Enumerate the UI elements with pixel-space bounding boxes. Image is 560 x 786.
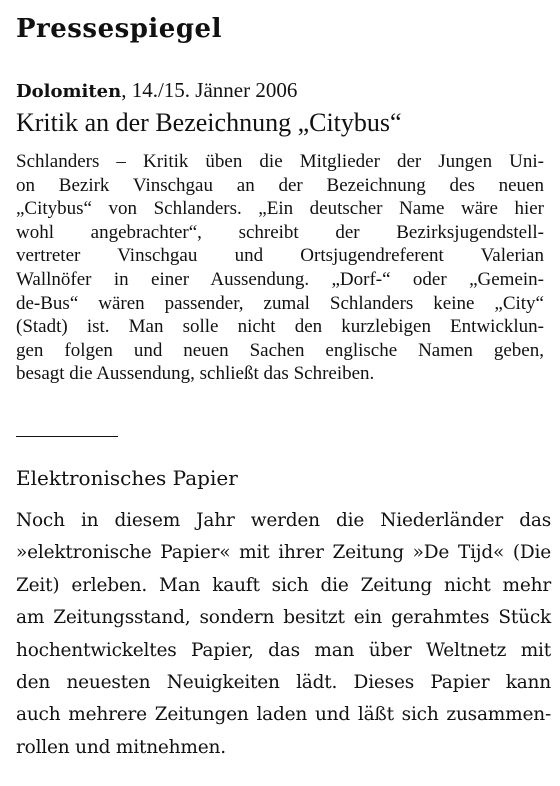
section-line: rollen und mitnehmen. [16,736,226,758]
page-heading: Pressespiegel [16,14,222,44]
article-line: besagt die Aussendung, schließt das Schreiben. [16,363,375,385]
article-line: (Stadt) ist. Man solle nicht den kurzlebigen Entwicklun- [16,316,544,338]
article-line: Wallnöfer in einer Aussendung. „Dorf-“ oder „Gemein- [16,268,544,290]
article-line: wohl angebrachter“, schreibt der Bezirksjugendstell- [16,221,544,243]
article-line: on Bezirk Vinschgau an der Bezeichnung des neuen [16,174,544,196]
article-line: „Citybus“ von Schlanders. „Ein deutscher Name wäre hier [16,198,544,220]
section-divider [16,436,118,437]
section-line: »elektronische Papier« mit ihrer Zeitung »De Tijd« (Die [16,542,551,564]
newspaper-name: Dolomiten [16,81,122,102]
section-line: Zeit) erleben. Man kauft sich die Zeitung nicht mehr [16,574,551,596]
article-date: , 14./15. Jänner 2006 [121,78,298,102]
section-line: den neuesten Neuigkeiten lädt. Dieses Papier kann [16,672,551,694]
article-body [16,150,544,386]
article-line: Schlanders – Kritik üben die Mitglieder der Jungen Uni- [16,151,544,172]
article-title: Kritik an der Bezeichnung „Citybus“ [16,108,402,137]
section-line: am Zeitungsstand, sondern besitzt ein gerahmtes Stück [16,607,551,629]
article-source-line [16,78,297,103]
section-title: Elektronisches Papier [16,466,238,490]
article-line: gen folgen und neuen Sachen englische Namen geben, [16,339,544,361]
section-line: Noch in diesem Jahr werden die Niederländer das [16,510,551,531]
section-line: hochentwickeltes Papier, das man über Weltnetz mit [16,639,551,661]
article-line: de-Bus“ wären passender, zumal Schlanders keine „City“ [16,292,544,314]
article-line: vertreter Vinschgau und Ortsjugendreferent Valerian [16,245,544,267]
section-body [16,505,551,764]
section-line: auch mehrere Zeitungen laden und läßt sich zusammen- [16,704,551,726]
